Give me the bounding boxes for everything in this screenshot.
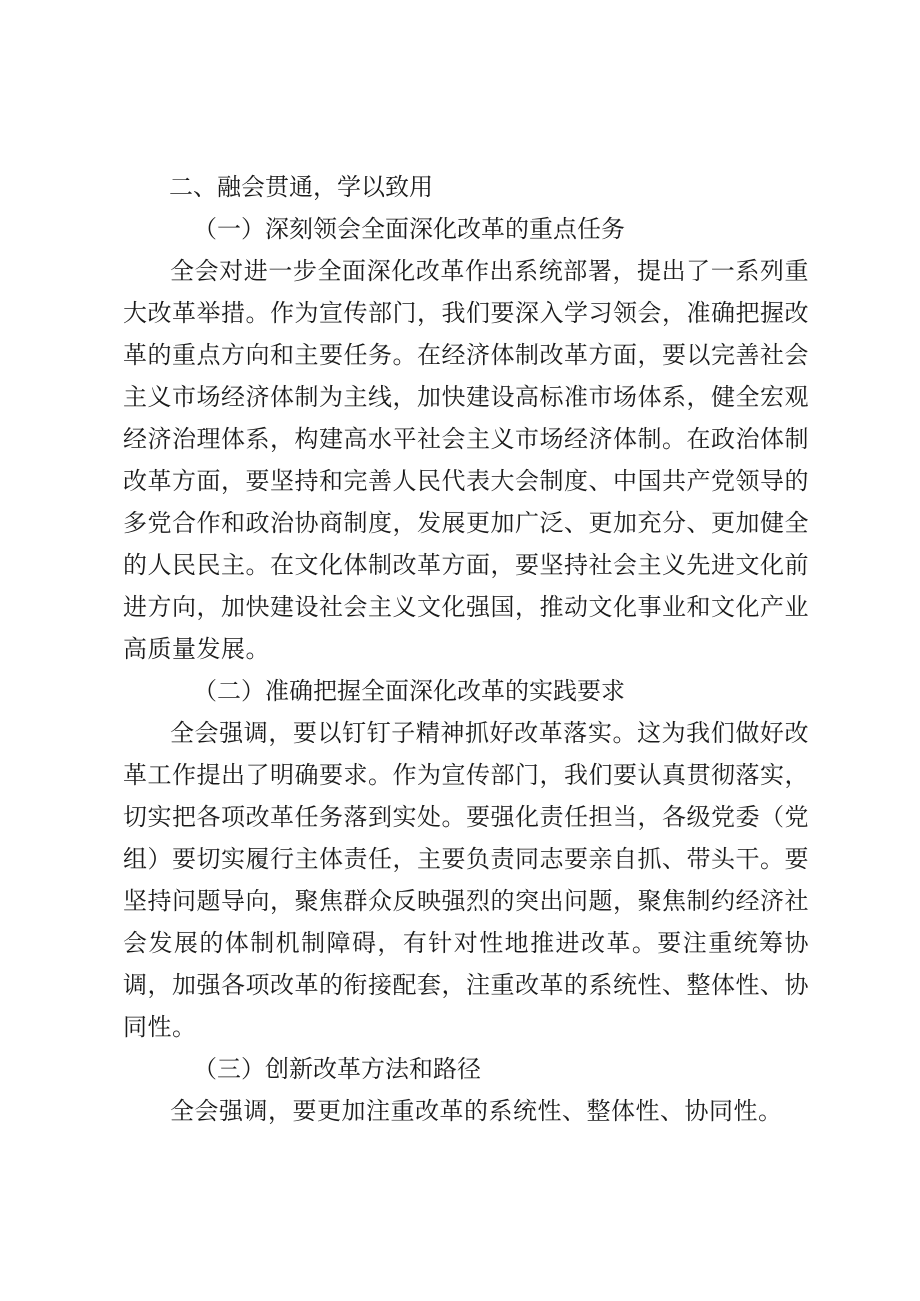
subsection-paragraph-3: 全会强调，要更加注重改革的系统性、整体性、协同性。 bbox=[170, 1097, 783, 1125]
subsection-heading-1: （一）深刻领会全面深化改革的重点任务 bbox=[193, 215, 625, 243]
subsection-paragraph-2: 全会强调，要以钉钉子精神抓好改革落实。这为我们做好改革工作提出了明确要求。作为宣传部门，我们要认真贯彻落实，切实把各项改革任务落到实处。要强化责任担当，各级党委（党组）要切实履行主体责任，主要负责同志要亲自抓、带头干。要坚持问题导向，聚焦群众反映强烈的突出问题，聚焦制约经济社会发展的体制机制障碍，有针对性地推进改革。要注重统筹协调，加强各项改革的衔接配套，注重改革的系统性、整体性、协同性。 bbox=[123, 719, 809, 1041]
subsection-paragraph-1: 全会对进一步全面深化改革作出系统部署，提出了一系列重大改革举措。作为宣传部门，我们要深入学习领会，准确把握改革的重点方向和主要任务。在经济体制改革方面，要以完善社会主义市场经济体制为主线，加快建设高标准市场体系，健全宏观经济治理体系，构建高水平社会主义市场经济体制。在政治体制改革方面，要坚持和完善人民代表大会制度、中国共产党领导的多党合作和政治协商制度，发展更加广泛、更加充分、更加健全的人民民主。在文化体制改革方面，要坚持社会主义先进文化前进方向，加快建设社会主义文化强国，推动文化事业和文化产业高质量发展。 bbox=[123, 257, 809, 663]
subsection-heading-2: （二）准确把握全面深化改革的实践要求 bbox=[193, 677, 625, 705]
section-heading: 二、融会贯通，学以致用 bbox=[169, 173, 433, 201]
subsection-heading-3: （三）创新改革方法和路径 bbox=[193, 1055, 481, 1083]
document-body bbox=[123, 166, 809, 1132]
